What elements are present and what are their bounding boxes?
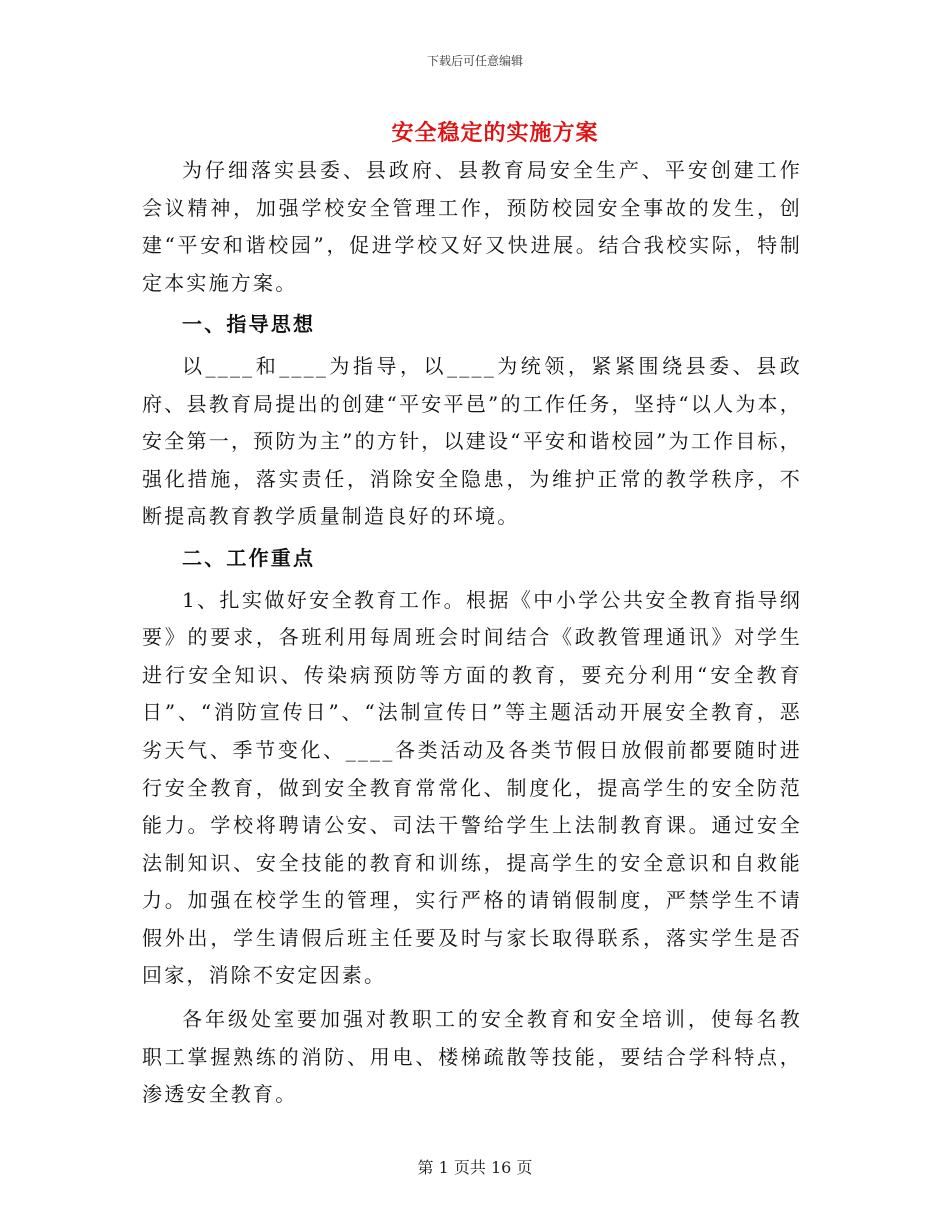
document-title: 安全稳定的实施方案 <box>391 120 599 146</box>
work-focus-item-1: 1、扎实做好安全教育工作。根据《中小学公共安全教育指导纲要》的要求，各班利用每周班会时间结合《政教管理通讯》对学生进行安全知识、传染病预防等方面的教育，要充分利用“安全教育日”、“消防宣传日”、“法制宣传日”等主题活动开展安全教育，恶劣天气、季节变化、____各类活动及各类节假日放假前都要随时进行安全教育，做到安全教育常常化、制度化，提高学生的安全防范能力。学校将聘请公安、司法干警给学生上法制教育课。通过安全法制知识、安全技能的教育和训练，提高学生的安全意识和自救能力。加强在校学生的管理，实行严格的请销假制度，严禁学生不请假外出，学生请假后班主任要及时与家长取得联系，落实学生是否回家，消除不安定因素。 <box>142 587 802 988</box>
page-header-note: 下载后可任意编辑 <box>426 54 523 68</box>
guiding-thought-paragraph: 以____和____为指导，以____为统领，紧紧围绕县委、县政府、县教育局提出的创建“平安平邑”的工作任务，坚持“以人为本，安全第一，预防为主”的方针，以建设“平安和谐校园”为工作目标，强化措施，落实责任，消除安全隐患，为维护正常的教学秩序，不断提高教育教学质量制造良好的环境。 <box>142 353 802 529</box>
section-heading-work-focus: 二、工作重点 <box>182 545 316 570</box>
section-heading-guiding-thought: 一、指导思想 <box>182 312 316 337</box>
document-body <box>142 152 802 1114</box>
intro-paragraph: 为仔细落实县委、县政府、县教育局安全生产、平安创建工作会议精神，加强学校安全管理工作，预防校园安全事故的发生，创建“平安和谐校园”，促进学校又好又快进展。结合我校实际，特制定本实施方案。 <box>142 158 802 295</box>
work-focus-paragraph-2: 各年级处室要加强对教职工的安全教育和安全培训，使每名教职工掌握熟练的消防、用电、楼梯疏散等技能，要结合学科特点，渗透安全教育。 <box>142 1007 802 1107</box>
page-number-footer: 第 1 页共 16 页 <box>417 1158 533 1177</box>
